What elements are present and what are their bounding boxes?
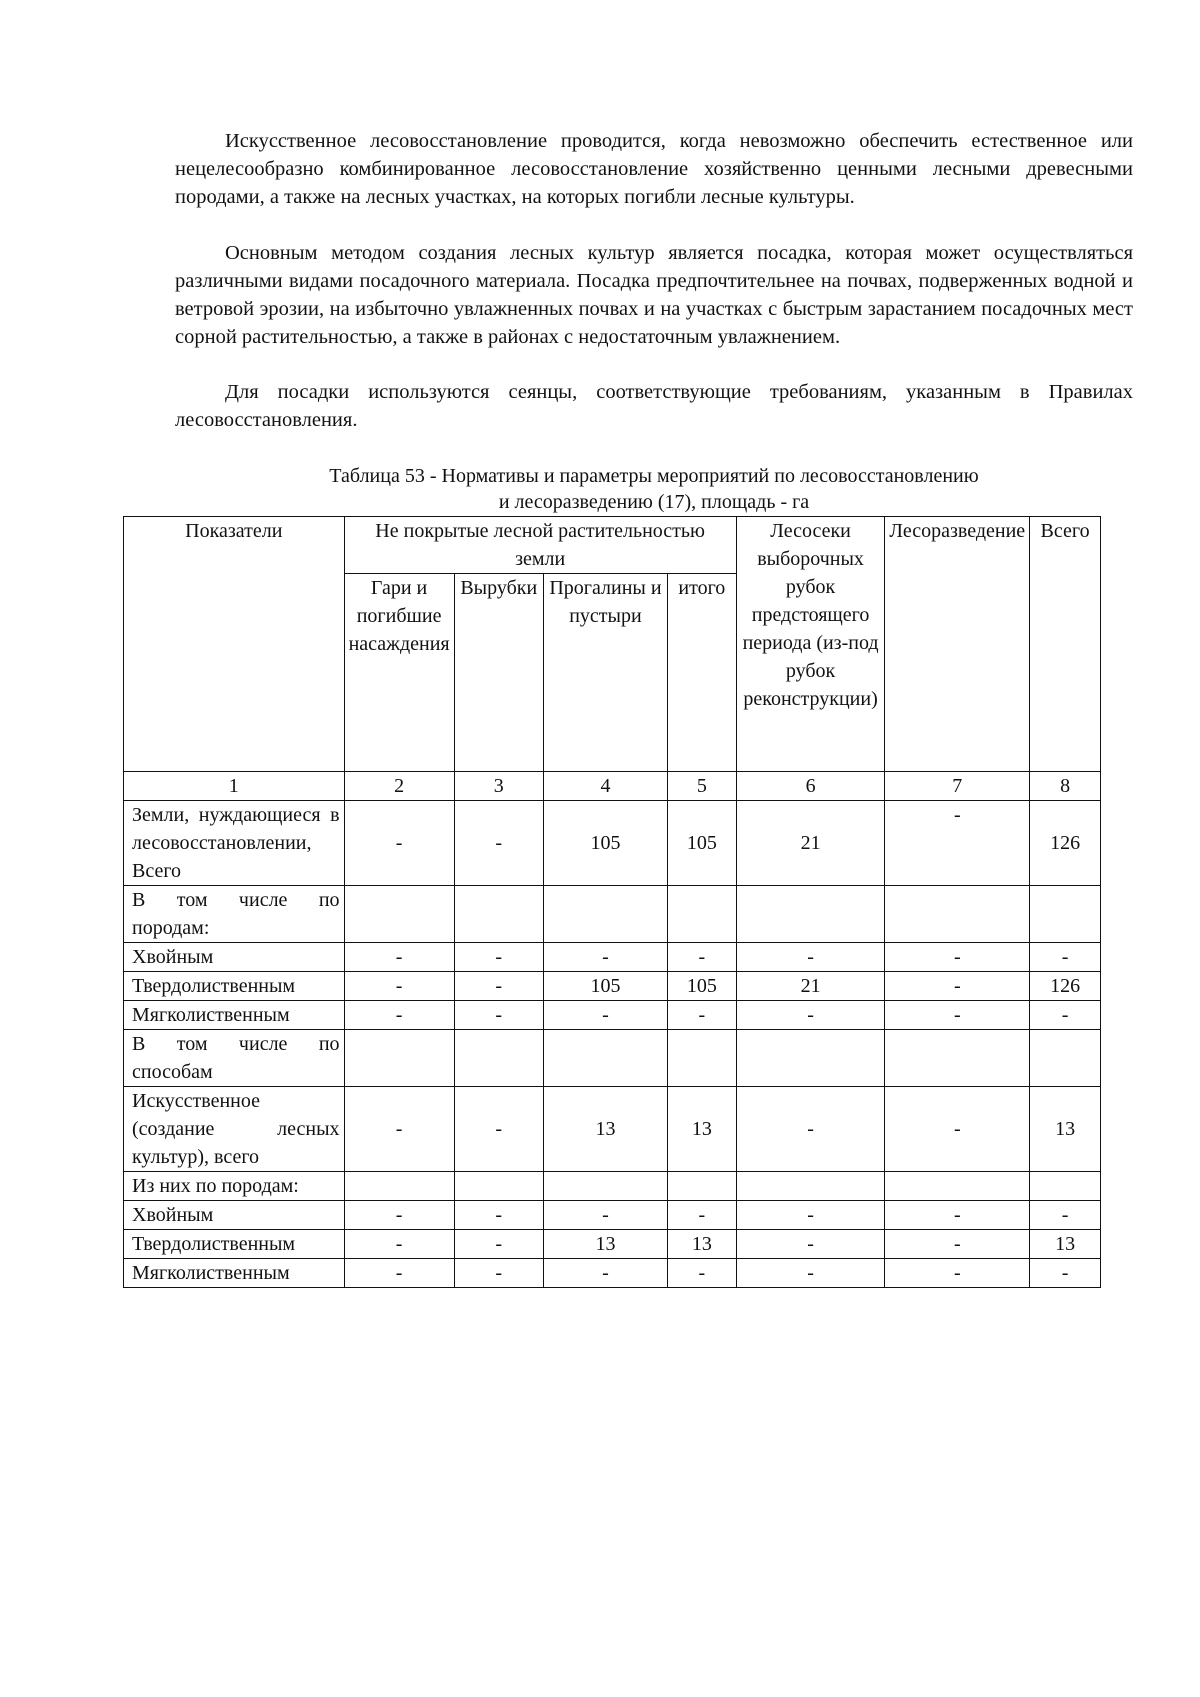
- table-row: [124, 1030, 1101, 1087]
- cell-value: -: [1030, 1001, 1101, 1030]
- cell-value: -: [454, 1201, 543, 1230]
- cell-value: [344, 1172, 454, 1201]
- column-number: 6: [736, 772, 885, 801]
- cell-value: 13: [1030, 1230, 1101, 1259]
- cell-value: -: [454, 1087, 543, 1172]
- table-row: [124, 1259, 1101, 1288]
- paragraph-artificial-reforestation: Искусственное лесовосстановление проводится, когда невозможно обеспечить естественное или нецелесообразно комбинированное лесовосстановление хозяйственно ценными лесными древесными породами, а также на лесных участках, на которых погибли лесные культуры.: [175, 130, 1133, 208]
- column-number: 3: [454, 772, 543, 801]
- cell-value: -: [885, 943, 1030, 972]
- cell-value: [885, 1030, 1030, 1087]
- cell-value: -: [885, 1230, 1030, 1259]
- column-number: 1: [124, 772, 345, 801]
- column-number: 8: [1030, 772, 1101, 801]
- cell-value: -: [344, 1001, 454, 1030]
- cell-value: 13: [543, 1230, 667, 1259]
- table-row: [124, 972, 1101, 1001]
- column-number: 5: [668, 772, 737, 801]
- cell-value: [736, 886, 885, 943]
- table-caption-line2: и лесоразведению (17), площадь - га: [498, 491, 810, 513]
- cell-value: -: [344, 1087, 454, 1172]
- cell-value: -: [543, 1001, 667, 1030]
- cell-value: -: [668, 943, 737, 972]
- cell-value: -: [1030, 1259, 1101, 1288]
- cell-value: 13: [668, 1230, 737, 1259]
- cell-value: -: [543, 1201, 667, 1230]
- cell-value: -: [454, 801, 543, 886]
- header-glades: Прогалины и пустыри: [543, 574, 667, 772]
- cell-value: [668, 1172, 737, 1201]
- cell-value: [344, 1030, 454, 1087]
- header-selective-felling: Лесосеки выборочных рубок предстоящего периода (из-под рубок реконструкции): [736, 517, 885, 772]
- cell-value: 105: [668, 801, 737, 886]
- cell-value: -: [736, 1230, 885, 1259]
- row-label: Из них по породам:: [124, 1172, 345, 1201]
- row-label: В том числе по способам: [124, 1030, 345, 1087]
- cell-value: [543, 1172, 667, 1201]
- cell-value: [344, 886, 454, 943]
- cell-value: -: [668, 1001, 737, 1030]
- cell-value: 21: [736, 972, 885, 1001]
- header-row-group: [124, 517, 1101, 574]
- cell-value: -: [1030, 943, 1101, 972]
- column-numbers-row: [124, 772, 1101, 801]
- cell-value: -: [454, 943, 543, 972]
- table-row: [124, 943, 1101, 972]
- cell-value: -: [454, 1001, 543, 1030]
- cell-value: -: [885, 1259, 1030, 1288]
- cell-value: -: [454, 1230, 543, 1259]
- cell-value: [885, 1172, 1030, 1201]
- cell-value: -: [885, 801, 1030, 886]
- column-number: 2: [344, 772, 454, 801]
- cell-value: [885, 886, 1030, 943]
- cell-value: -: [543, 1259, 667, 1288]
- cell-value: -: [344, 1230, 454, 1259]
- table-row: [124, 1001, 1101, 1030]
- cell-value: -: [1030, 1201, 1101, 1230]
- row-label: Земли, нуждающиеся в лесовосстановлении, Всего: [124, 801, 345, 886]
- table-row: [124, 1087, 1101, 1172]
- paragraph-seedlings: Для посадки используются сеянцы, соответствующие требованиям, указанным в Правилах лесовосстановления.: [175, 381, 1133, 431]
- cell-value: [543, 886, 667, 943]
- header-indicators: Показатели: [124, 517, 345, 772]
- paragraph-planting-method: Основным методом создания лесных культур является посадка, которая может осуществляться различными видами посадочного материала. Посадка предпочтительнее на почвах, подверженных водной и ветровой эрозии, на избыточно увлажненных почвах и на участках с быстрым зарастанием посадочных мест сорной растительностью, а также в районах с недостаточным увлажнением.: [175, 242, 1133, 348]
- cell-value: 126: [1030, 972, 1101, 1001]
- row-label: Мягколиственным: [124, 1001, 345, 1030]
- column-number: 4: [543, 772, 667, 801]
- cell-value: [454, 1030, 543, 1087]
- header-subtotal: итого: [668, 574, 737, 772]
- cell-value: -: [344, 972, 454, 1001]
- cell-value: [1030, 1030, 1101, 1087]
- cell-value: 21: [736, 801, 885, 886]
- cell-value: [543, 1030, 667, 1087]
- cell-value: -: [344, 801, 454, 886]
- cell-value: 105: [668, 972, 737, 1001]
- cell-value: -: [885, 1201, 1030, 1230]
- table-row: [124, 1201, 1101, 1230]
- row-label: Твердолиственным: [124, 1230, 345, 1259]
- cell-value: 13: [1030, 1087, 1101, 1172]
- cell-value: [668, 886, 737, 943]
- table-row: [124, 1172, 1101, 1201]
- cell-value: -: [454, 972, 543, 1001]
- cell-value: -: [344, 943, 454, 972]
- cell-value: [668, 1030, 737, 1087]
- cell-value: [736, 1030, 885, 1087]
- cell-value: -: [736, 1001, 885, 1030]
- header-uncovered-lands: Не покрытые лесной растительностью земли: [344, 517, 736, 574]
- row-label: Хвойным: [124, 943, 345, 972]
- cell-value: 126: [1030, 801, 1101, 886]
- header-cuttings: Вырубки: [454, 574, 543, 772]
- row-label: Мягколиственным: [124, 1259, 345, 1288]
- row-label: В том числе по породам:: [124, 886, 345, 943]
- cell-value: -: [344, 1201, 454, 1230]
- cell-value: -: [736, 1259, 885, 1288]
- cell-value: 105: [543, 972, 667, 1001]
- table-caption-line1: Таблица 53 - Нормативы и параметры мероприятий по лесовосстановлению: [329, 465, 979, 487]
- cell-value: -: [885, 1001, 1030, 1030]
- cell-value: -: [736, 1087, 885, 1172]
- cell-value: -: [454, 1259, 543, 1288]
- cell-value: -: [885, 1087, 1030, 1172]
- cell-value: 13: [668, 1087, 737, 1172]
- row-label: Искусственное (создание лесных культур), всего: [124, 1087, 345, 1172]
- reforestation-table: [123, 516, 1101, 1288]
- cell-value: [454, 886, 543, 943]
- cell-value: 13: [543, 1087, 667, 1172]
- header-total: Всего: [1030, 517, 1101, 772]
- cell-value: -: [885, 972, 1030, 1001]
- header-burned-areas: Гари и погибшие насаждения: [344, 574, 454, 772]
- table-row: [124, 886, 1101, 943]
- row-label: Твердолиственным: [124, 972, 345, 1001]
- cell-value: -: [736, 1201, 885, 1230]
- cell-value: -: [668, 1259, 737, 1288]
- cell-value: [1030, 1172, 1101, 1201]
- column-number: 7: [885, 772, 1030, 801]
- cell-value: [454, 1172, 543, 1201]
- header-afforestation: Лесоразведение: [885, 517, 1030, 772]
- cell-value: [736, 1172, 885, 1201]
- cell-value: 105: [543, 801, 667, 886]
- table-row: [124, 1230, 1101, 1259]
- cell-value: -: [668, 1201, 737, 1230]
- cell-value: -: [543, 943, 667, 972]
- table-row: [124, 801, 1101, 886]
- row-label: Хвойным: [124, 1201, 345, 1230]
- cell-value: -: [344, 1259, 454, 1288]
- cell-value: -: [736, 943, 885, 972]
- cell-value: [1030, 886, 1101, 943]
